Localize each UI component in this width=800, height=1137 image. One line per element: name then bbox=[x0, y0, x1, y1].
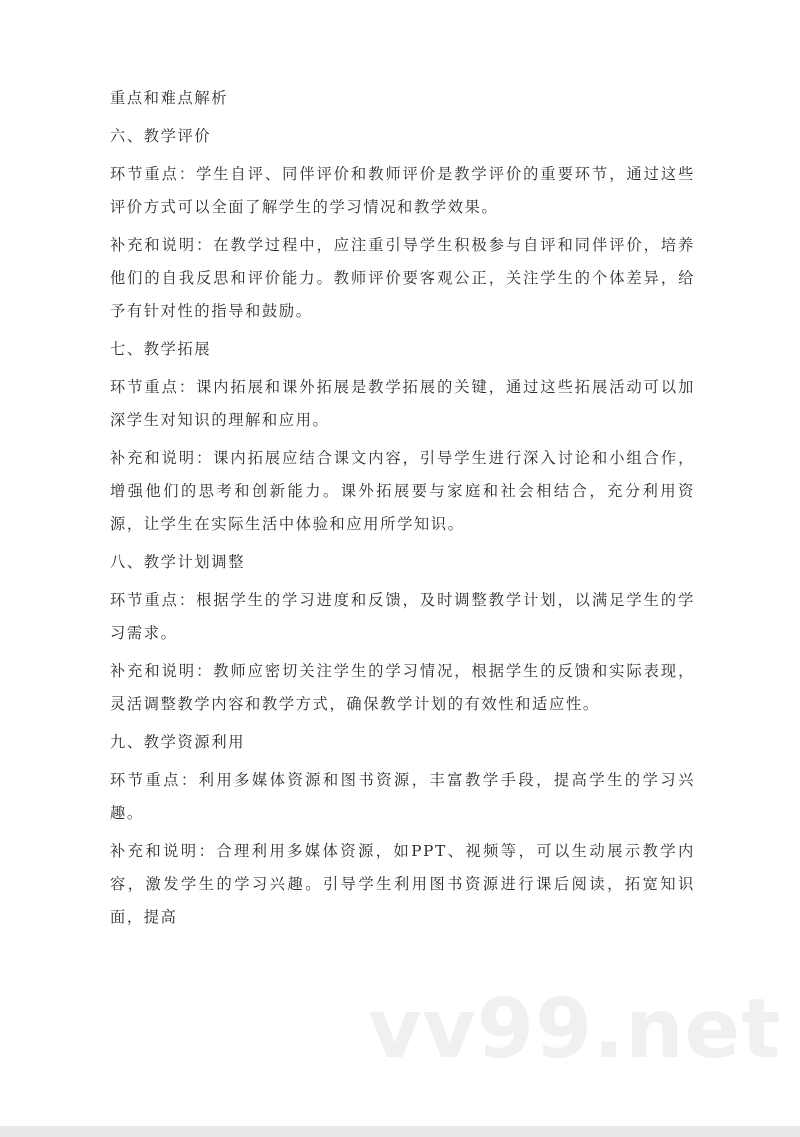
paragraph: 补充和说明：在教学过程中，应注重引导学生积极参与自评和同伴评价，培养他们的自我反思和评价能力。教师评价要客观公正，关注学生的个体差异，给予有针对性的指导和鼓励。 bbox=[110, 236, 695, 320]
paragraph: 补充和说明：合理利用多媒体资源，如PPT、视频等，可以生动展示教学内容，激发学生的学习兴趣。引导学生利用图书资源进行课后阅读，拓宽知识面，提高 bbox=[110, 842, 695, 926]
section-heading-7: 七、教学拓展 bbox=[110, 340, 212, 358]
paragraph: 环节重点：利用多媒体资源和图书资源，丰富教学手段，提高学生的学习兴趣。 bbox=[110, 771, 695, 822]
section-heading-6: 六、教学评价 bbox=[110, 127, 212, 145]
section-heading-8: 八、教学计划调整 bbox=[110, 553, 246, 571]
watermark: vv99.net bbox=[368, 982, 782, 1077]
paragraph: 补充和说明：教师应密切关注学生的学习情况，根据学生的反馈和实际表现，灵活调整教学内容和教学方式，确保教学计划的有效性和适应性。 bbox=[110, 662, 695, 713]
section-heading-9: 九、教学资源利用 bbox=[110, 733, 246, 751]
document-body bbox=[110, 82, 695, 939]
section-heading-key-points: 重点和难点解析 bbox=[110, 89, 229, 107]
paragraph: 环节重点：课内拓展和课外拓展是教学拓展的关键，通过这些拓展活动可以加深学生对知识的理解和应用。 bbox=[110, 378, 695, 429]
paragraph: 环节重点：根据学生的学习进度和反馈，及时调整教学计划，以满足学生的学习需求。 bbox=[110, 591, 695, 642]
page-bottom-edge bbox=[0, 1126, 800, 1137]
paragraph: 环节重点：学生自评、同伴评价和教师评价是教学评价的重要环节，通过这些评价方式可以全面了解学生的学习情况和教学效果。 bbox=[110, 165, 695, 216]
paragraph: 补充和说明：课内拓展应结合课文内容，引导学生进行深入讨论和小组合作，增强他们的思考和创新能力。课外拓展要与家庭和社会相结合，充分利用资源，让学生在实际生活中体验和应用所学知识。 bbox=[110, 449, 695, 533]
